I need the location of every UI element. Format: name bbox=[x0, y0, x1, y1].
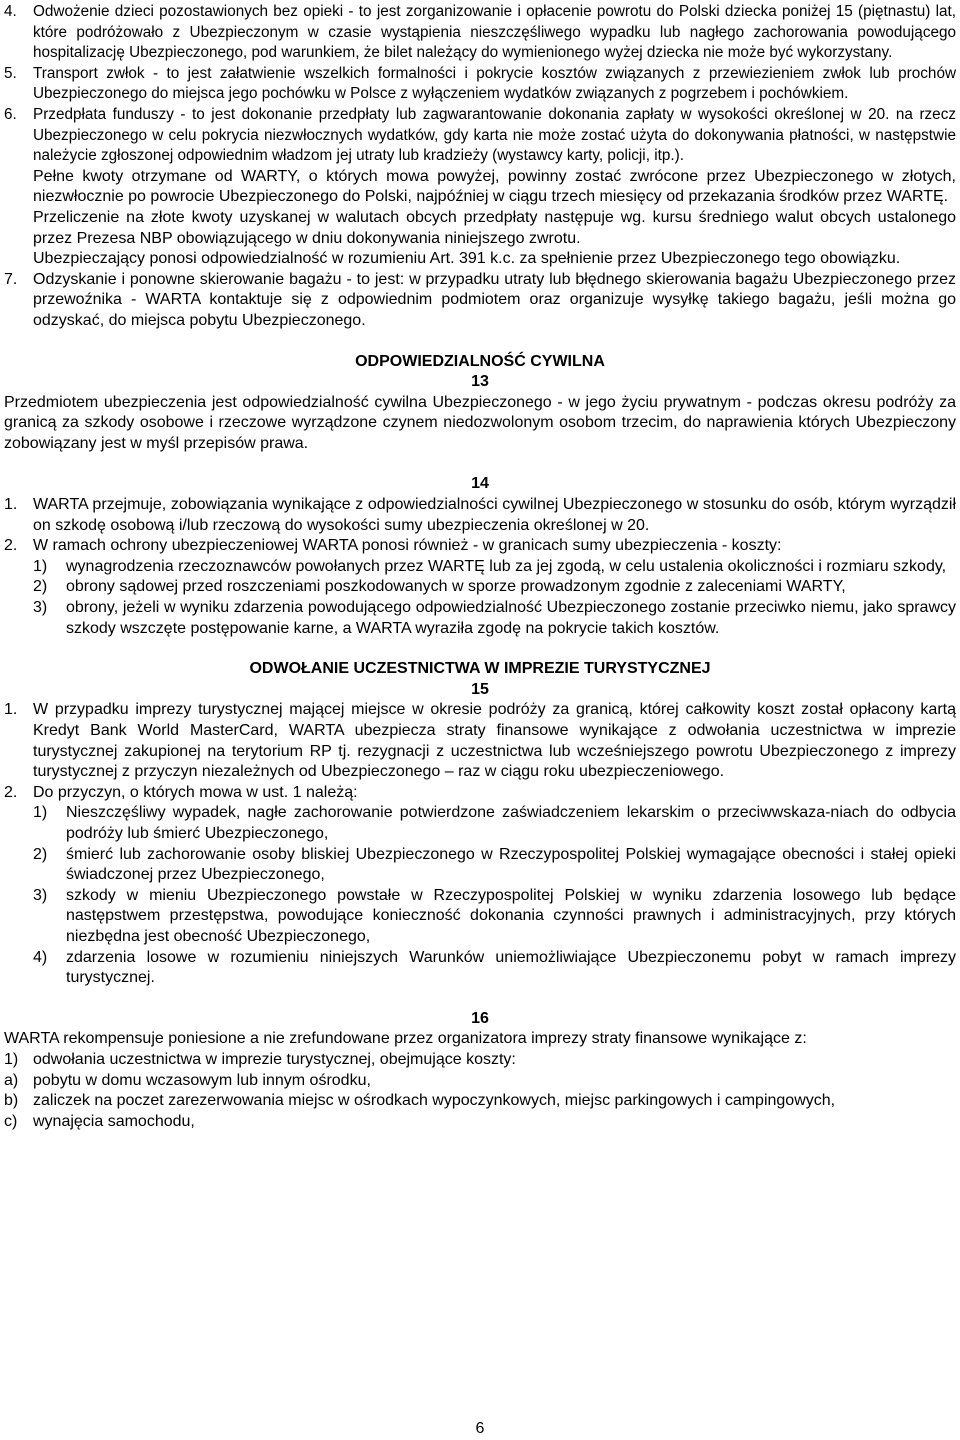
item-number: 4. bbox=[4, 3, 17, 20]
section-number-13: 13 bbox=[471, 373, 489, 391]
sub-text: śmierć lub zachorowanie osoby bliskiej Ubezpieczonego w Rzeczypospolitej Polskiej wymagające obecności i stałej opieki świadczonej przez Ubezpieczonego, bbox=[66, 845, 956, 884]
sub-text: szkody w mieniu Ubezpieczonego powstałe w Rzeczypospolitej Polskiej w wyniku zdarzenia losowego lub będące następstwem przestępstwa, powodujące konieczność dokonania czynności prawnych i administracyjnych, przy których niezbędna jest obecność Ubezpieczonego, bbox=[66, 886, 956, 945]
sub-text: obrony, jeżeli w wyniku zdarzenia powodującego odpowiedzialność Ubezpieczonego zostanie przeciwko niemu, jako sprawcy szkody wszczęte postępowanie karne, a WARTA wyraziła zgodę na pokrycie takich kosztów. bbox=[66, 599, 956, 637]
sub-text: zaliczek na poczet zarezerwowania miejsc w ośrodkach wypoczynkowych, miejsc parkingowych i campingowych, bbox=[33, 1092, 836, 1110]
spacer bbox=[4, 332, 956, 352]
list-item bbox=[4, 64, 956, 105]
item-number: 7. bbox=[4, 270, 18, 288]
item-number: 2. bbox=[4, 537, 18, 555]
section-heading-oc: ODPOWIEDZIALNOŚĆ CYWILNA bbox=[355, 352, 605, 370]
list-item bbox=[4, 105, 956, 167]
sub-number: 1) bbox=[33, 557, 48, 575]
sub-number: 4) bbox=[33, 948, 48, 966]
page-number: 6 bbox=[475, 1420, 485, 1437]
list-item bbox=[4, 1050, 956, 1071]
sub-text: wynagrodzenia rzeczoznawców powołanych przez WARTĘ lub za jej zgodą, w celu ustalenia okoliczności i rozmiaru szkody, bbox=[66, 557, 947, 575]
item-number: 1. bbox=[4, 496, 18, 514]
sub-item bbox=[4, 1091, 956, 1112]
item-number: 2. bbox=[4, 783, 18, 801]
sub-text: zdarzenia losowe w rozumieniu niniejszych Warunków uniemożliwiające Ubezpieczonemu pobyt w ramach imprezy turystycznej. bbox=[66, 948, 956, 987]
section-number-14: 14 bbox=[471, 475, 489, 493]
sub-item bbox=[33, 845, 956, 886]
spacer bbox=[4, 639, 956, 659]
sub-item bbox=[4, 1112, 956, 1133]
item-number: 1. bbox=[4, 701, 18, 719]
items-top bbox=[4, 2, 956, 167]
sub-item bbox=[33, 577, 956, 598]
list-item bbox=[4, 783, 956, 804]
item-text: Transport zwłok - to jest załatwienie wszelkich formalności i pokrycie kosztów związanych z przewiezieniem zwłok lub prochów Ubezpieczonego do miejsca jego pochówku w Polsce z wyłączeniem wydatków związanych z pogrzebem i pochówkiem. bbox=[33, 64, 956, 103]
paragraph: Przeliczenie na złote kwoty uzyskanej w walutach obcych przedpłaty następuje wg. kursu średniego walut obcych ustalonego przez Prezesa NBP obowiązującego w dniu dokonywania niniejszego zwrotu. bbox=[33, 208, 956, 247]
sub-number: 3) bbox=[33, 599, 48, 617]
paragraph-16: WARTA rekompensuje poniesione a nie zrefundowane przez organizatora imprezy straty finansowe wynikające z: bbox=[4, 1030, 807, 1048]
sub-number: 2) bbox=[33, 578, 48, 596]
item-number: 5. bbox=[4, 64, 17, 82]
sub-text: pobytu w domu wczasowym lub innym ośrodku, bbox=[33, 1071, 371, 1089]
list-item bbox=[4, 700, 956, 782]
sub-item bbox=[33, 948, 956, 989]
item-text: Odzyskanie i ponowne skierowanie bagażu - to jest: w przypadku utraty lub błędnego skierowania bagażu Ubezpieczonego przez przewoźnika - WARTA kontaktuje się z odpowiednim podmiotem oraz organizuje wysyłkę takiego bagażu, jeśli można go odzyskać, do miejsca pobytu Ubezpieczonego. bbox=[33, 270, 956, 329]
sub-number: 1) bbox=[33, 804, 48, 822]
sub-text: obrony sądowej przed roszczeniami poszkodowanych w sporze prowadzonym zgodnie z zaleceniami WARTY, bbox=[66, 578, 846, 596]
sub-number: b) bbox=[4, 1092, 19, 1110]
sub-text: Nieszczęśliwy wypadek, nagłe zachorowanie potwierdzone zaświadczeniem lekarskim o przeciwwskaza-niach do odbycia podróży lub śmierć Ubezpieczonego, bbox=[66, 804, 956, 842]
list-item bbox=[4, 2, 956, 64]
item-text: Do przyczyn, o których mowa w ust. 1 należą: bbox=[33, 783, 358, 801]
paragraph-13: Przedmiotem ubezpieczenia jest odpowiedzialność cywilna Ubezpieczonego - w jego życiu prywatnym - podczas okresu podróży za granicą za szkody osobowe i rzeczowe wyrządzone czynem niedozwolonym osobom trzecim, do naprawienia których Ubezpieczony zobowiązany jest w myśl przepisów prawa. bbox=[4, 393, 956, 452]
item-text: Odwożenie dzieci pozostawionych bez opieki - to jest zorganizowanie i opłacenie powrotu do Polski dziecka poniżej 15 (piętnastu) lat, które podróżowało z Ubezpieczonym w czasie wystąpienia nieszczęśliwego wypadku lub nagłego zachorowania powodującego hospitalizację Ubezpieczonego, pod warunkiem, że bilet należący do wymienionego wyżej dziecka nie może być wykorzystany. bbox=[33, 3, 956, 62]
item-text: WARTA przejmuje, zobowiązania wynikające z odpowiedzialności cywilnej Ubezpieczonego w stosunku do osób, którym wyrządził on szkodę osobową i/lub rzeczową do wysokości sumy ubezpieczenia określonej w 20. bbox=[33, 496, 956, 534]
items-16 bbox=[4, 1050, 956, 1132]
item-text: Przedpłata funduszy - to jest dokonanie przedpłaty lub zagwarantowanie dokonania zapłaty w wysokości określonej w 20. na rzecz Ubezpieczonego w celu pokrycia niezwłocznych wydatków, gdy karta nie może zostać użyta do dokonywania płatności, w następstwie należycie zgłoszonej odpowiednim władzom jej utraty lub kradzieży (wystawcy karty, policji, itp.). bbox=[33, 105, 956, 165]
items-14 bbox=[4, 495, 956, 639]
paragraph: Pełne kwoty otrzymane od WARTY, o których mowa powyżej, powinny zostać zwrócone przez Ubezpieczonego w złotych, niezwłocznie po powrocie Ubezpieczonego do Polski, najpóźniej w ciągu trzech miesięcy od przekazania środków przez WARTĘ. bbox=[33, 167, 956, 206]
sub-number: 2) bbox=[33, 845, 48, 863]
item-text: odwołania uczestnictwa w imprezie turystycznej, obejmujące koszty: bbox=[33, 1050, 516, 1068]
spacer bbox=[4, 989, 956, 1009]
section-heading-odwolanie: ODWOŁANIE UCZESTNICTWA W IMPREZIE TURYSTYCZNEJ bbox=[249, 660, 711, 678]
sub-item bbox=[33, 598, 956, 639]
sub-item bbox=[33, 557, 956, 578]
item-text: W ramach ochrony ubezpieczeniowej WARTA ponosi również - w granicach sumy ubezpieczenia - koszty: bbox=[33, 537, 782, 555]
sub-text: wynajęcia samochodu, bbox=[33, 1112, 195, 1130]
sub-number: a) bbox=[4, 1071, 19, 1089]
list-item bbox=[4, 495, 956, 536]
items-15 bbox=[4, 700, 956, 988]
sub-number: c) bbox=[4, 1112, 18, 1130]
section-number-16: 16 bbox=[471, 1009, 489, 1027]
sub-item bbox=[33, 886, 956, 948]
spacer bbox=[4, 454, 956, 474]
sub-item bbox=[33, 803, 956, 844]
item-text: W przypadku imprezy turystycznej mającej miejsce w okresie podróży za granicą, której całkowity koszt został opłacony kartą Kredyt Bank World MasterCard, WARTA ubezpiecza straty finansowe wynikające z odwołania uczestnictwa w imprezie turystycznej zakupionej na terytorium RP tj. rezygnacji z uczestnictwa lub wcześniejszego powrotu Ubezpieczonego z imprezy turystycznej z przyczyn niezależnych od Ubezpieczonego – raz w ciągu roku ubezpieczeniowego. bbox=[33, 701, 956, 781]
section-number-15: 15 bbox=[471, 680, 489, 698]
list-item bbox=[4, 536, 956, 557]
item-number: 6. bbox=[4, 105, 17, 123]
item-6-paragraphs bbox=[4, 167, 956, 332]
item-number: 1) bbox=[4, 1050, 19, 1068]
list-item bbox=[4, 270, 956, 332]
sub-item bbox=[4, 1071, 956, 1092]
paragraph: Ubezpieczający ponosi odpowiedzialność w rozumieniu Art. 391 k.c. za spełnienie przez Ubezpieczonego tego obowiązku. bbox=[33, 250, 901, 268]
sub-number: 3) bbox=[33, 886, 48, 904]
